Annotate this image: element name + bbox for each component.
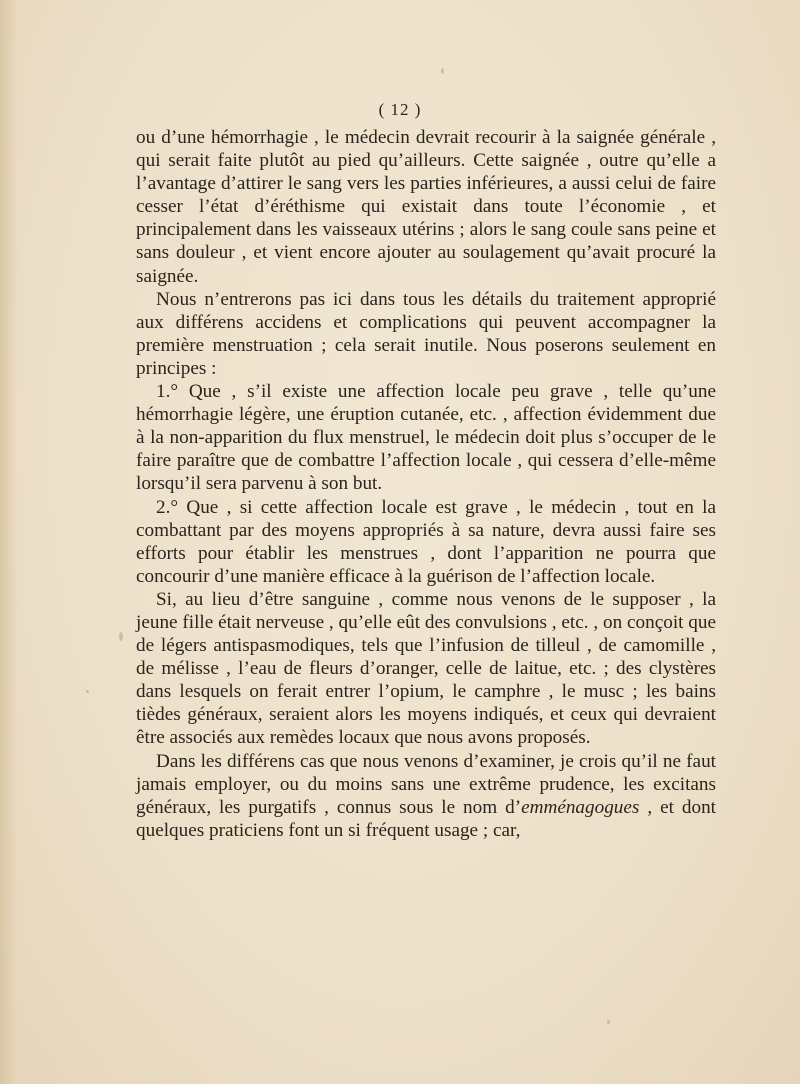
binding-edge-shadow [0, 0, 18, 1084]
italic-term: emménagogues [521, 796, 640, 818]
paper-speck [441, 68, 444, 74]
paper-speck [607, 1020, 610, 1024]
page-number: ( 12 ) [378, 100, 422, 119]
body-text [136, 126, 716, 842]
paper-speck [119, 632, 123, 641]
paragraph-text: Dans les différens cas que nous venons d’examiner, je crois qu’il ne faut jamais employer, ou du moins sans une extrême prudence, les excitans généraux, les purgatifs , connus sous le nom d’ [136, 750, 716, 818]
paragraph: 2.° Que , si cette affection locale est grave , le médecin , tout en la combattant par des moyens appropriés à sa nature, devra aussi faire ses efforts pour établir les menstrues , dont l’apparition ne pourra que concourir d’une manière efficace à la guérison de l’affection locale. [136, 496, 716, 587]
paper-speck [86, 690, 89, 693]
paragraph: Nous n’entrerons pas ici dans tous les détails du traitement approprié aux différens accidens et complications qui peuvent accompagner la première menstruation ; cela serait inutile. Nous poserons seulement en principes : [136, 288, 716, 379]
paragraph: ou d’une hémorrhagie , le médecin devrait recourir à la saignée générale , qui serait faite plutôt au pied qu’ailleurs. Cette saignée , outre qu’elle a l’avantage d’attirer le sang vers les parties inférieures, a aussi celui de faire cesser l’état d’éréthisme qui existait dans toute l’économie , et principalement dans les vaisseaux utérins ; alors le sang coule sans peine et sans douleur , et vient encore ajouter au soulagement qu’avait procuré la saignée. [136, 127, 716, 287]
paragraph-tail: , et dont quelques praticiens font un si fréquent usage ; car, [136, 796, 716, 841]
paragraph-last [136, 750, 716, 842]
paragraph: 1.° Que , s’il existe une affection locale peu grave , telle qu’une hémorrhagie légère, une éruption cutanée, etc. , affection évidemment due à la non-apparition du flux menstruel, le médecin doit plus s’occuper de le faire paraître que de combattre l’affection locale , qui cessera d’elle-même lorsqu’il sera parvenu à son but. [136, 381, 716, 495]
paragraph: Si, au lieu d’être sanguine , comme nous venons de le supposer , la jeune fille était nerveuse , qu’elle eût des convulsions , etc. , on conçoit que de légers antispasmodiques, tels que l’infusion de tilleul , de camomille , de mélisse , l’eau de fleurs d’oranger, celle de laitue, etc. ; des clystères dans lesquels on ferait entrer l’opium, le camphre , le musc ; les bains tièdes généraux, seraient alors les moyens indiqués, et ceux qui devraient être associés aux remèdes locaux que nous avons proposés. [136, 588, 716, 749]
